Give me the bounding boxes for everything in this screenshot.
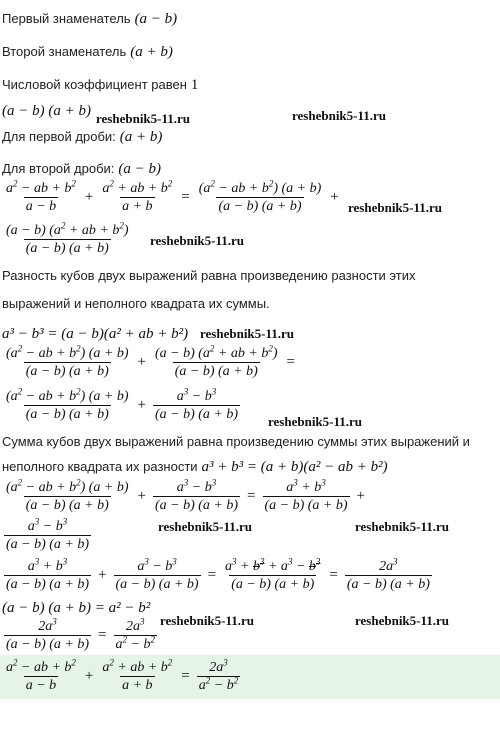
line-difference-of-cubes-rule-cont: выражений и неполного квадрата их суммы. bbox=[2, 296, 270, 311]
equation-simplify: $\frac{a^3 + b^3}{(a - b) (a + b)}$ + $\frac{a^3 - b^3}{(a - b) (a + b)}$ = $\frac{a^3 + b^3 + a^3 - b^3}{(a - b) (a + b)}$ = $\frac{2a^3}{(a - b) (a + b)}$ bbox=[6, 556, 430, 592]
line-difference-of-cubes: a³ − b³ = (a − b)(a² + ab + b²) bbox=[2, 326, 189, 342]
equation-substitute: $\frac{(a^2 - ab + b^2) (a + b)}{(a - b) (a + b)}$ + $\frac{(a - b) (a^2 + ab + b^2)}{(a - b) (a + b)}$ = bbox=[6, 343, 295, 379]
watermark: reshebnik5-11.ru bbox=[268, 414, 363, 429]
line-difference-of-cubes-rule: Разность кубов двух выражений равна произведению разности этих bbox=[2, 268, 416, 283]
equation-sum-of-cubes-cont: $\frac{a^3 - b^3}{(a - b) (a + b)}$ bbox=[6, 516, 90, 552]
line-second-denominator: Второй знаменатель (a + b) bbox=[2, 44, 173, 60]
line-sum-of-cubes-rule: Сумма кубов двух выражений равна произведению суммы этих выражений и bbox=[2, 434, 470, 449]
equation-sum-of-cubes: $\frac{(a^2 - ab + b^2) (a + b)}{(a - b) (a + b)}$ + $\frac{a^3 - b^3}{(a - b) (a + b)}$ = $\frac{a^3 + b^3}{(a - b) (a + b)}$ + bbox=[6, 477, 366, 513]
watermark: reshebnik5-11.ru bbox=[200, 326, 295, 341]
watermark: reshebnik5-11.ru bbox=[158, 519, 253, 534]
equation-combine: $\frac{a^2 - ab + b^2}{a - b}$ + $\frac{a^2 + ab + b^2}{a + b}$ = $\frac{(a^2 - ab + b^2) (a + b)}{(a - b) (a + b)}$ + bbox=[6, 178, 339, 214]
line-coefficient: Числовой коэффициент равен 1 bbox=[2, 77, 199, 93]
equation-combine-cont: $\frac{(a - b) (a^2 + ab + b^2)}{(a - b) (a + b)}$ bbox=[6, 220, 129, 256]
line-difference-of-squares: (a − b) (a + b) = a² − b² bbox=[2, 600, 151, 616]
equation-final-step: $\frac{2a^3}{(a - b) (a + b)}$ = $\frac{2a^3}{a^2 - b^2}$ bbox=[6, 616, 155, 652]
line-sum-of-cubes-rule-cont: неполного квадрата их разности a³ + b³ = (a + b)(a² − ab + b²) bbox=[2, 459, 388, 475]
watermark: reshebnik5-11.ru bbox=[355, 519, 450, 534]
watermark: reshebnik5-11.ru bbox=[150, 233, 245, 248]
line-first-denominator: Первый знаменатель (a − b) bbox=[2, 11, 178, 27]
watermark: reshebnik5-11.ru bbox=[96, 111, 191, 126]
equation-result: $\frac{a^2 - ab + b^2}{a - b}$ + $\frac{a^2 + ab + b^2}{a + b}$ = $\frac{2a^3}{a^2 - b^2}$ bbox=[6, 657, 239, 693]
line-first-fraction-factor: Для первой дроби: (a + b) bbox=[2, 129, 163, 145]
watermark: reshebnik5-11.ru bbox=[160, 613, 255, 628]
watermark: reshebnik5-11.ru bbox=[292, 108, 387, 123]
watermark: reshebnik5-11.ru bbox=[355, 613, 450, 628]
watermark: reshebnik5-11.ru bbox=[348, 200, 443, 215]
line-second-fraction-factor: Для второй дроби: (a − b) bbox=[2, 161, 162, 177]
equation-substitute-cont: $\frac{(a^2 - ab + b^2) (a + b)}{(a - b) (a + b)}$ + $\frac{a^3 - b^3}{(a - b) (a + b)}$ bbox=[6, 386, 239, 422]
line-common-denominator: (a − b) (a + b) bbox=[2, 103, 91, 119]
